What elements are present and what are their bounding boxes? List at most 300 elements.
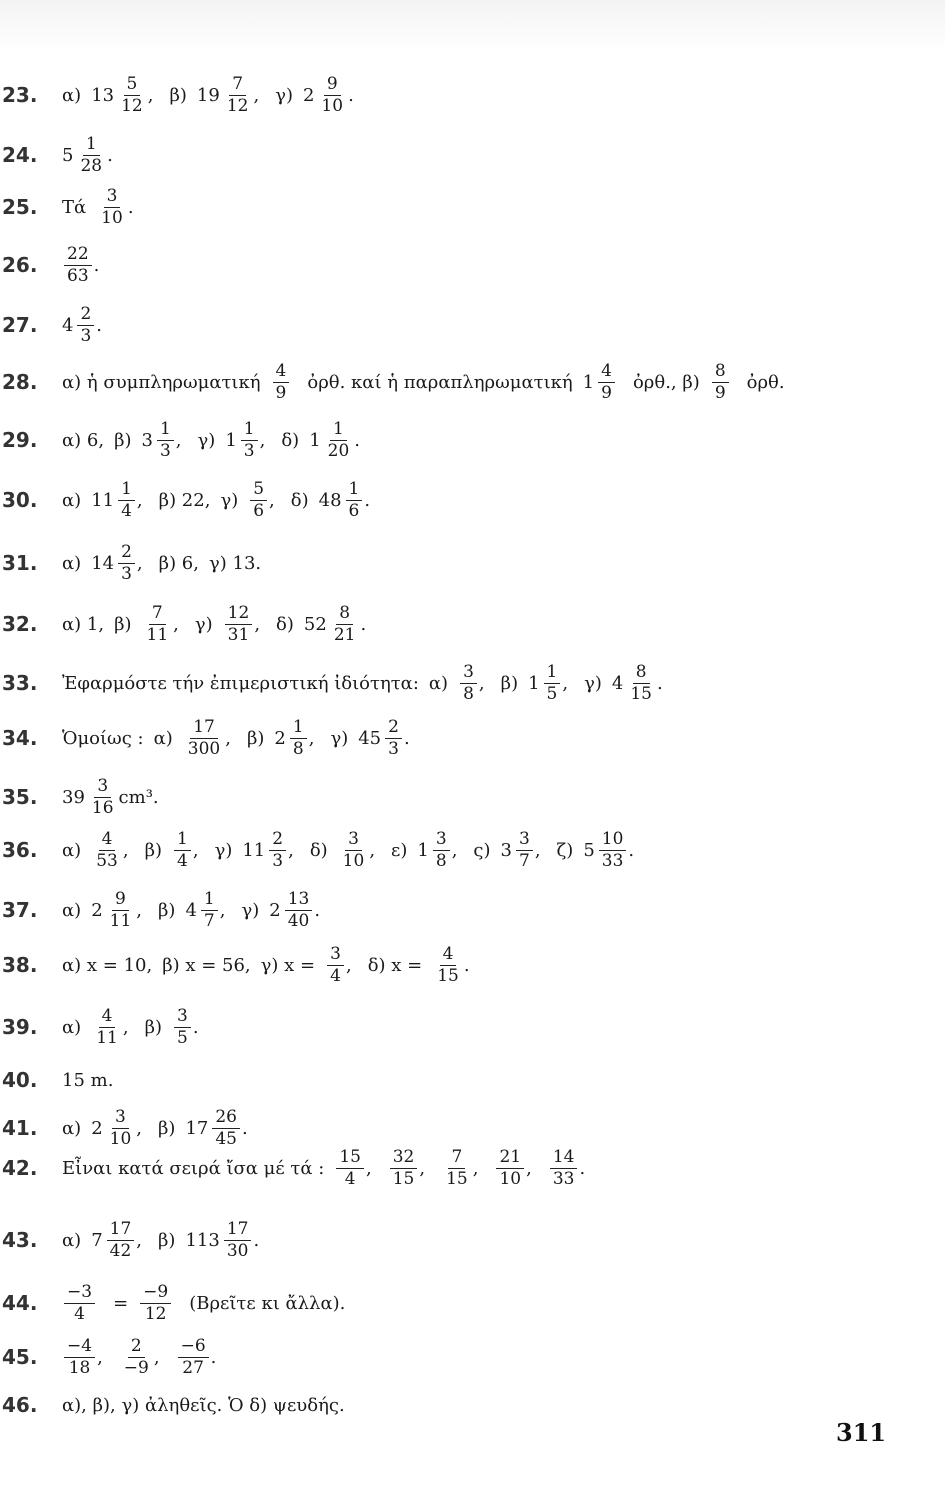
fraction-suffix: ,: [478, 672, 485, 694]
whole-part: 1: [582, 371, 595, 393]
answer-body: [62, 830, 650, 870]
denominator: 3: [243, 440, 255, 461]
denominator: 3: [388, 738, 399, 759]
answer-text: ε): [391, 839, 408, 861]
denominator: 3: [159, 440, 171, 461]
fraction: [62, 245, 99, 285]
whole-part: 3: [500, 839, 512, 861]
fraction: [91, 1220, 142, 1260]
fraction-suffix: ,: [254, 613, 261, 635]
answer-body: [62, 305, 118, 345]
fraction-stack: [121, 1337, 152, 1377]
fraction-stack: [77, 305, 94, 345]
answer-number: 36.: [2, 838, 38, 862]
denominator: 4: [121, 500, 132, 521]
numerator: 3: [516, 830, 533, 851]
numerator: −6: [178, 1337, 209, 1358]
answer-number: 40.: [2, 1068, 38, 1092]
fraction-stack: [241, 420, 258, 460]
answer-row: [0, 295, 945, 355]
fraction-stack: [346, 480, 363, 520]
fraction-suffix: ,: [147, 84, 154, 106]
denominator: 6: [253, 500, 265, 521]
fraction-suffix: .: [210, 1346, 217, 1368]
answer-number: 35.: [2, 785, 38, 809]
fraction-stack: [318, 75, 346, 115]
fraction-suffix: ,: [136, 1229, 143, 1251]
fraction-suffix: ,: [122, 839, 129, 861]
denominator: 9: [714, 382, 726, 403]
answer-text: γ) x =: [260, 954, 316, 976]
denominator: 18: [68, 1357, 91, 1378]
fraction-suffix: .: [192, 1016, 199, 1038]
fraction-suffix: .: [107, 144, 113, 166]
answer-text: β) x = 56,: [162, 954, 251, 976]
answer-text: α): [428, 672, 449, 694]
fraction-suffix: ,: [136, 552, 143, 574]
answer-text: δ): [309, 839, 328, 861]
fraction: [494, 1148, 531, 1188]
numerator: 10: [599, 830, 627, 851]
fraction-suffix: ,: [365, 1157, 372, 1179]
fraction-suffix: ,: [526, 1157, 532, 1179]
fraction-stack: [336, 1148, 364, 1188]
answer-text: γ): [584, 672, 602, 694]
answer-body: [62, 890, 336, 930]
whole-part: 3: [141, 429, 153, 451]
fraction: [176, 1337, 217, 1377]
fraction-suffix: ,: [136, 1117, 143, 1139]
fraction-suffix: ,: [122, 1016, 129, 1038]
answer-row: [0, 880, 945, 940]
fraction: [91, 1007, 128, 1047]
fraction: [338, 830, 375, 870]
fraction: [325, 945, 352, 985]
fraction: [304, 604, 366, 644]
denominator: 4: [177, 850, 188, 871]
answer-text: Τά: [62, 196, 87, 218]
fraction-stack: [496, 1148, 524, 1188]
answer-number: 43.: [2, 1228, 38, 1252]
answer-row: [0, 410, 945, 470]
fraction-suffix: .: [314, 899, 321, 921]
fraction: [388, 1148, 425, 1188]
fraction-stack: [325, 420, 353, 460]
answer-number: 38.: [2, 953, 38, 977]
numerator: 9: [112, 890, 129, 911]
fraction-stack: [93, 1007, 121, 1047]
fraction-suffix: ,: [288, 839, 294, 861]
answer-text: α), β), γ) ἀληθεῖς. Ὁ δ) ψευδής.: [62, 1394, 345, 1416]
denominator: 4: [74, 1303, 85, 1324]
fraction-suffix: ,: [534, 839, 541, 861]
fraction-stack: [599, 830, 627, 870]
denominator: 27: [182, 1357, 204, 1378]
fraction-stack: [225, 604, 253, 644]
answer-body: [62, 1337, 232, 1377]
denominator: 12: [121, 95, 143, 116]
numerator: 17: [224, 1220, 252, 1241]
fraction-stack: [64, 1283, 95, 1323]
denominator: 42: [109, 1240, 132, 1261]
numerator: 5: [250, 480, 267, 501]
numerator: 3: [345, 830, 362, 851]
numerator: 9: [324, 75, 341, 96]
whole-part: 1: [225, 429, 237, 451]
whole-part: 4: [611, 672, 624, 694]
numerator: −4: [64, 1337, 95, 1358]
whole-part: 13: [91, 84, 115, 106]
numerator: 1: [83, 135, 100, 156]
fraction-stack: [157, 420, 174, 460]
fraction: [242, 830, 293, 870]
numerator: 2: [118, 543, 135, 564]
numerator: 1: [201, 890, 218, 911]
answer-text: β): [246, 727, 265, 749]
fraction-suffix: ,: [259, 429, 266, 451]
denominator: 21: [333, 624, 356, 645]
answer-number: 41.: [2, 1116, 38, 1140]
answer-row: [0, 177, 945, 237]
answer-number: 32.: [2, 612, 38, 636]
denominator: 15: [446, 1168, 468, 1189]
answer-text: ὀρθ. καί ἡ παραπληρωματική: [307, 371, 573, 393]
answer-text: α) x = 10,: [62, 954, 153, 976]
fraction: [269, 890, 320, 930]
fraction: [583, 362, 617, 402]
denominator: 63: [67, 265, 89, 286]
answer-row: [0, 1138, 945, 1198]
denominator: 12: [226, 95, 249, 116]
whole-part: 45: [358, 727, 382, 749]
fraction-suffix: ,: [451, 839, 458, 861]
fraction-stack: [89, 777, 117, 817]
answer-body: [62, 718, 426, 758]
fraction-stack: [434, 945, 462, 985]
numerator: 21: [496, 1148, 524, 1169]
answer-text: α): [62, 1016, 82, 1038]
fraction-stack: [224, 1220, 252, 1260]
numerator: 8: [712, 362, 729, 383]
denominator: 5: [177, 1027, 188, 1048]
whole-part: 2: [274, 727, 286, 749]
fraction-stack: [98, 187, 126, 227]
answer-body: [62, 1007, 215, 1047]
fraction-stack: [712, 362, 729, 402]
answer-body: [62, 604, 382, 644]
fraction: [138, 1283, 173, 1323]
fraction: [417, 830, 457, 870]
fraction-suffix: ,: [173, 613, 179, 635]
whole-part: 19: [196, 84, 220, 106]
answer-row: [0, 1375, 945, 1435]
fraction-stack: [390, 1148, 418, 1188]
fraction-suffix: ,: [472, 1157, 479, 1179]
answer-text: β) 6,: [158, 552, 199, 574]
fraction-stack: [269, 830, 286, 870]
numerator: 8: [633, 663, 650, 684]
fraction-suffix: ,: [253, 84, 260, 106]
answer-text: γ): [275, 84, 293, 106]
answer-text: δ) x =: [367, 954, 423, 976]
fraction: [62, 777, 159, 817]
whole-part: 4: [62, 314, 74, 336]
numerator: 22: [64, 245, 92, 266]
denominator: 11: [109, 910, 132, 931]
answer-body: [62, 75, 370, 115]
denominator: 53: [96, 850, 118, 871]
fraction-suffix: .: [93, 254, 100, 276]
answer-row: [0, 997, 945, 1057]
numerator: 5: [124, 75, 141, 96]
whole-part: 17: [185, 1117, 209, 1139]
answer-number: 24.: [2, 143, 38, 167]
fraction-suffix: ,: [219, 899, 226, 921]
whole-part: 2: [302, 84, 315, 106]
numerator: 2: [385, 718, 402, 739]
numerator: 3: [174, 1007, 191, 1028]
answer-number: 26.: [2, 253, 38, 277]
answer-text: α): [62, 839, 82, 861]
fraction: [334, 1148, 371, 1188]
fraction-suffix: ,: [97, 1346, 103, 1368]
denominator: 33: [601, 850, 624, 871]
fraction-suffix: ,: [136, 489, 143, 511]
whole-part: 39: [62, 786, 85, 808]
fraction-stack: [107, 1220, 135, 1260]
numerator: 2: [128, 1337, 145, 1358]
denominator: 9: [601, 382, 612, 403]
fraction-stack: [178, 1337, 209, 1377]
numerator: −9: [140, 1283, 171, 1304]
answer-row: [0, 594, 945, 654]
whole-part: 1: [309, 429, 321, 451]
answer-text: β): [114, 429, 132, 451]
answer-text: α) 1,: [62, 613, 105, 635]
answer-body: [62, 1070, 123, 1091]
answer-body: [62, 187, 150, 227]
fraction-stack: [290, 718, 307, 758]
answer-row: [0, 235, 945, 295]
answer-number: 33.: [2, 671, 38, 695]
fraction-suffix: .: [364, 489, 371, 511]
answer-body: [62, 777, 175, 817]
answer-text: =: [113, 1292, 129, 1314]
numerator: 1: [290, 718, 307, 739]
fraction: [303, 75, 354, 115]
fraction: [62, 135, 113, 175]
answer-number: 34.: [2, 726, 38, 750]
denominator: 10: [109, 1128, 132, 1149]
answer-text: α): [153, 727, 173, 749]
fraction-stack: [627, 663, 655, 703]
fraction: [583, 830, 634, 870]
numerator: 13: [285, 890, 313, 911]
fraction: [119, 1337, 160, 1377]
denominator: 7: [518, 850, 530, 871]
fraction: [172, 830, 199, 870]
page-number: 311: [836, 1418, 887, 1447]
fraction: [197, 75, 259, 115]
whole-part: 1: [528, 672, 540, 694]
answer-body: [62, 362, 795, 402]
fraction: [183, 718, 231, 758]
whole-part: 4: [185, 899, 197, 921]
answer-row: [0, 935, 945, 995]
answer-text: γ): [194, 613, 213, 635]
denominator: 10: [499, 1168, 522, 1189]
numerator: 3: [460, 663, 477, 684]
fraction-suffix: ,: [345, 954, 352, 976]
fraction-stack: [77, 135, 105, 175]
numerator: 15: [336, 1148, 364, 1169]
numerator: 8: [336, 604, 353, 625]
fraction-suffix: ,: [269, 489, 275, 511]
fraction-stack: [185, 718, 223, 758]
answer-row: [0, 1273, 945, 1333]
answer-text: β): [144, 1016, 162, 1038]
whole-part: 52: [303, 613, 327, 635]
fraction-stack: [144, 604, 172, 644]
whole-part: 2: [91, 899, 103, 921]
answer-row: [0, 767, 945, 827]
fraction: [458, 663, 485, 703]
fraction: [248, 480, 275, 520]
fraction: [274, 718, 314, 758]
answer-number: 28.: [2, 370, 38, 394]
fraction-suffix: .: [403, 727, 410, 749]
answer-text: ζ): [556, 839, 574, 861]
answer-text: β): [158, 899, 176, 921]
answer-row: [0, 65, 945, 125]
denominator: 6: [348, 500, 360, 521]
denominator: 8: [292, 738, 304, 759]
answer-number: 27.: [2, 313, 38, 337]
denominator: 45: [215, 1128, 237, 1149]
fraction: [441, 1148, 478, 1188]
fraction-stack: [64, 1337, 95, 1377]
fraction-stack: [340, 830, 368, 870]
fraction-suffix: .: [360, 613, 367, 635]
answer-number: 44.: [2, 1291, 38, 1315]
fraction-stack: [516, 830, 533, 870]
fraction: [62, 305, 102, 345]
answer-text: 15 m.: [62, 1069, 114, 1091]
numerator: 3: [112, 1108, 129, 1129]
answer-body: [62, 1220, 275, 1260]
numerator: 4: [440, 945, 457, 966]
answer-row: [0, 533, 945, 593]
numerator: 14: [550, 1148, 578, 1169]
answer-number: 25.: [2, 195, 38, 219]
denominator: 10: [101, 207, 123, 228]
denominator: 15: [392, 1168, 415, 1189]
whole-part: 14: [91, 552, 115, 574]
answer-number: 23.: [2, 83, 38, 107]
answer-text: α) ἡ συμπληρωματική: [62, 371, 261, 393]
numerator: 1: [241, 420, 258, 441]
fraction-suffix: .: [628, 839, 635, 861]
fraction-stack: [433, 830, 450, 870]
answer-number: 31.: [2, 551, 38, 575]
fraction-suffix: ,: [308, 727, 315, 749]
fraction-stack: [118, 543, 135, 583]
fraction-suffix: .: [656, 672, 663, 694]
denominator: 30: [226, 1240, 249, 1261]
whole-part: 7: [91, 1229, 103, 1251]
fraction: [142, 604, 179, 644]
fraction-suffix: .: [253, 1229, 260, 1251]
answer-text: γ): [197, 429, 216, 451]
answer-text: α): [62, 1229, 82, 1251]
numerator: 3: [104, 187, 121, 208]
numerator: 17: [107, 1220, 135, 1241]
answer-body: [62, 1283, 355, 1323]
denominator: 4: [344, 1168, 356, 1189]
answer-text: Εἶναι κατά σειρά ἴσα μέ τά :: [62, 1157, 325, 1179]
fraction-stack: [174, 1007, 191, 1047]
denominator: 8: [463, 683, 474, 704]
answer-text: γ): [330, 727, 349, 749]
answer-text: γ) 13.: [208, 552, 262, 574]
answer-body: [62, 945, 486, 985]
answer-text: δ): [276, 613, 294, 635]
fraction: [432, 945, 469, 985]
answer-number: 30.: [2, 488, 38, 512]
numerator: 7: [448, 1148, 465, 1169]
denominator: 11: [146, 624, 169, 645]
fraction: [358, 718, 409, 758]
fraction: [612, 663, 663, 703]
denominator: 3: [80, 325, 92, 346]
denominator: 16: [91, 797, 114, 818]
denominator: 15: [630, 683, 652, 704]
answer-row: [0, 470, 945, 530]
answer-text: ὀρθ., β): [632, 371, 700, 393]
answer-text: (Βρεῖτε κι ἄλλα).: [189, 1292, 346, 1314]
fraction-stack: [544, 663, 561, 703]
numerator: 12: [225, 604, 253, 625]
answer-text: α): [62, 1117, 82, 1139]
fraction: [528, 663, 568, 703]
fraction-suffix: ,: [562, 672, 569, 694]
whole-part: 1: [417, 839, 429, 861]
numerator: 3: [94, 777, 111, 798]
denominator: 8: [435, 850, 447, 871]
fraction: [142, 420, 182, 460]
answer-text: β): [144, 839, 162, 861]
answer-text: ς): [473, 839, 491, 861]
fraction-stack: [174, 830, 191, 870]
numerator: 1: [346, 480, 363, 501]
fraction-stack: [460, 663, 477, 703]
numerator: 1: [544, 663, 561, 684]
fraction-stack: [118, 480, 135, 520]
fraction: [172, 1007, 199, 1047]
fraction-suffix: .: [348, 84, 354, 106]
numerator: 4: [273, 362, 290, 383]
answer-text: α): [62, 489, 82, 511]
fraction-stack: [118, 75, 146, 115]
fraction-stack: [273, 362, 290, 402]
answer-body: [62, 1395, 355, 1416]
answer-text: β): [114, 613, 132, 635]
fraction: [91, 890, 142, 930]
fraction-suffix: cm³.: [118, 786, 159, 808]
fraction: [225, 420, 265, 460]
answer-text: α): [62, 899, 82, 921]
fraction: [91, 543, 142, 583]
